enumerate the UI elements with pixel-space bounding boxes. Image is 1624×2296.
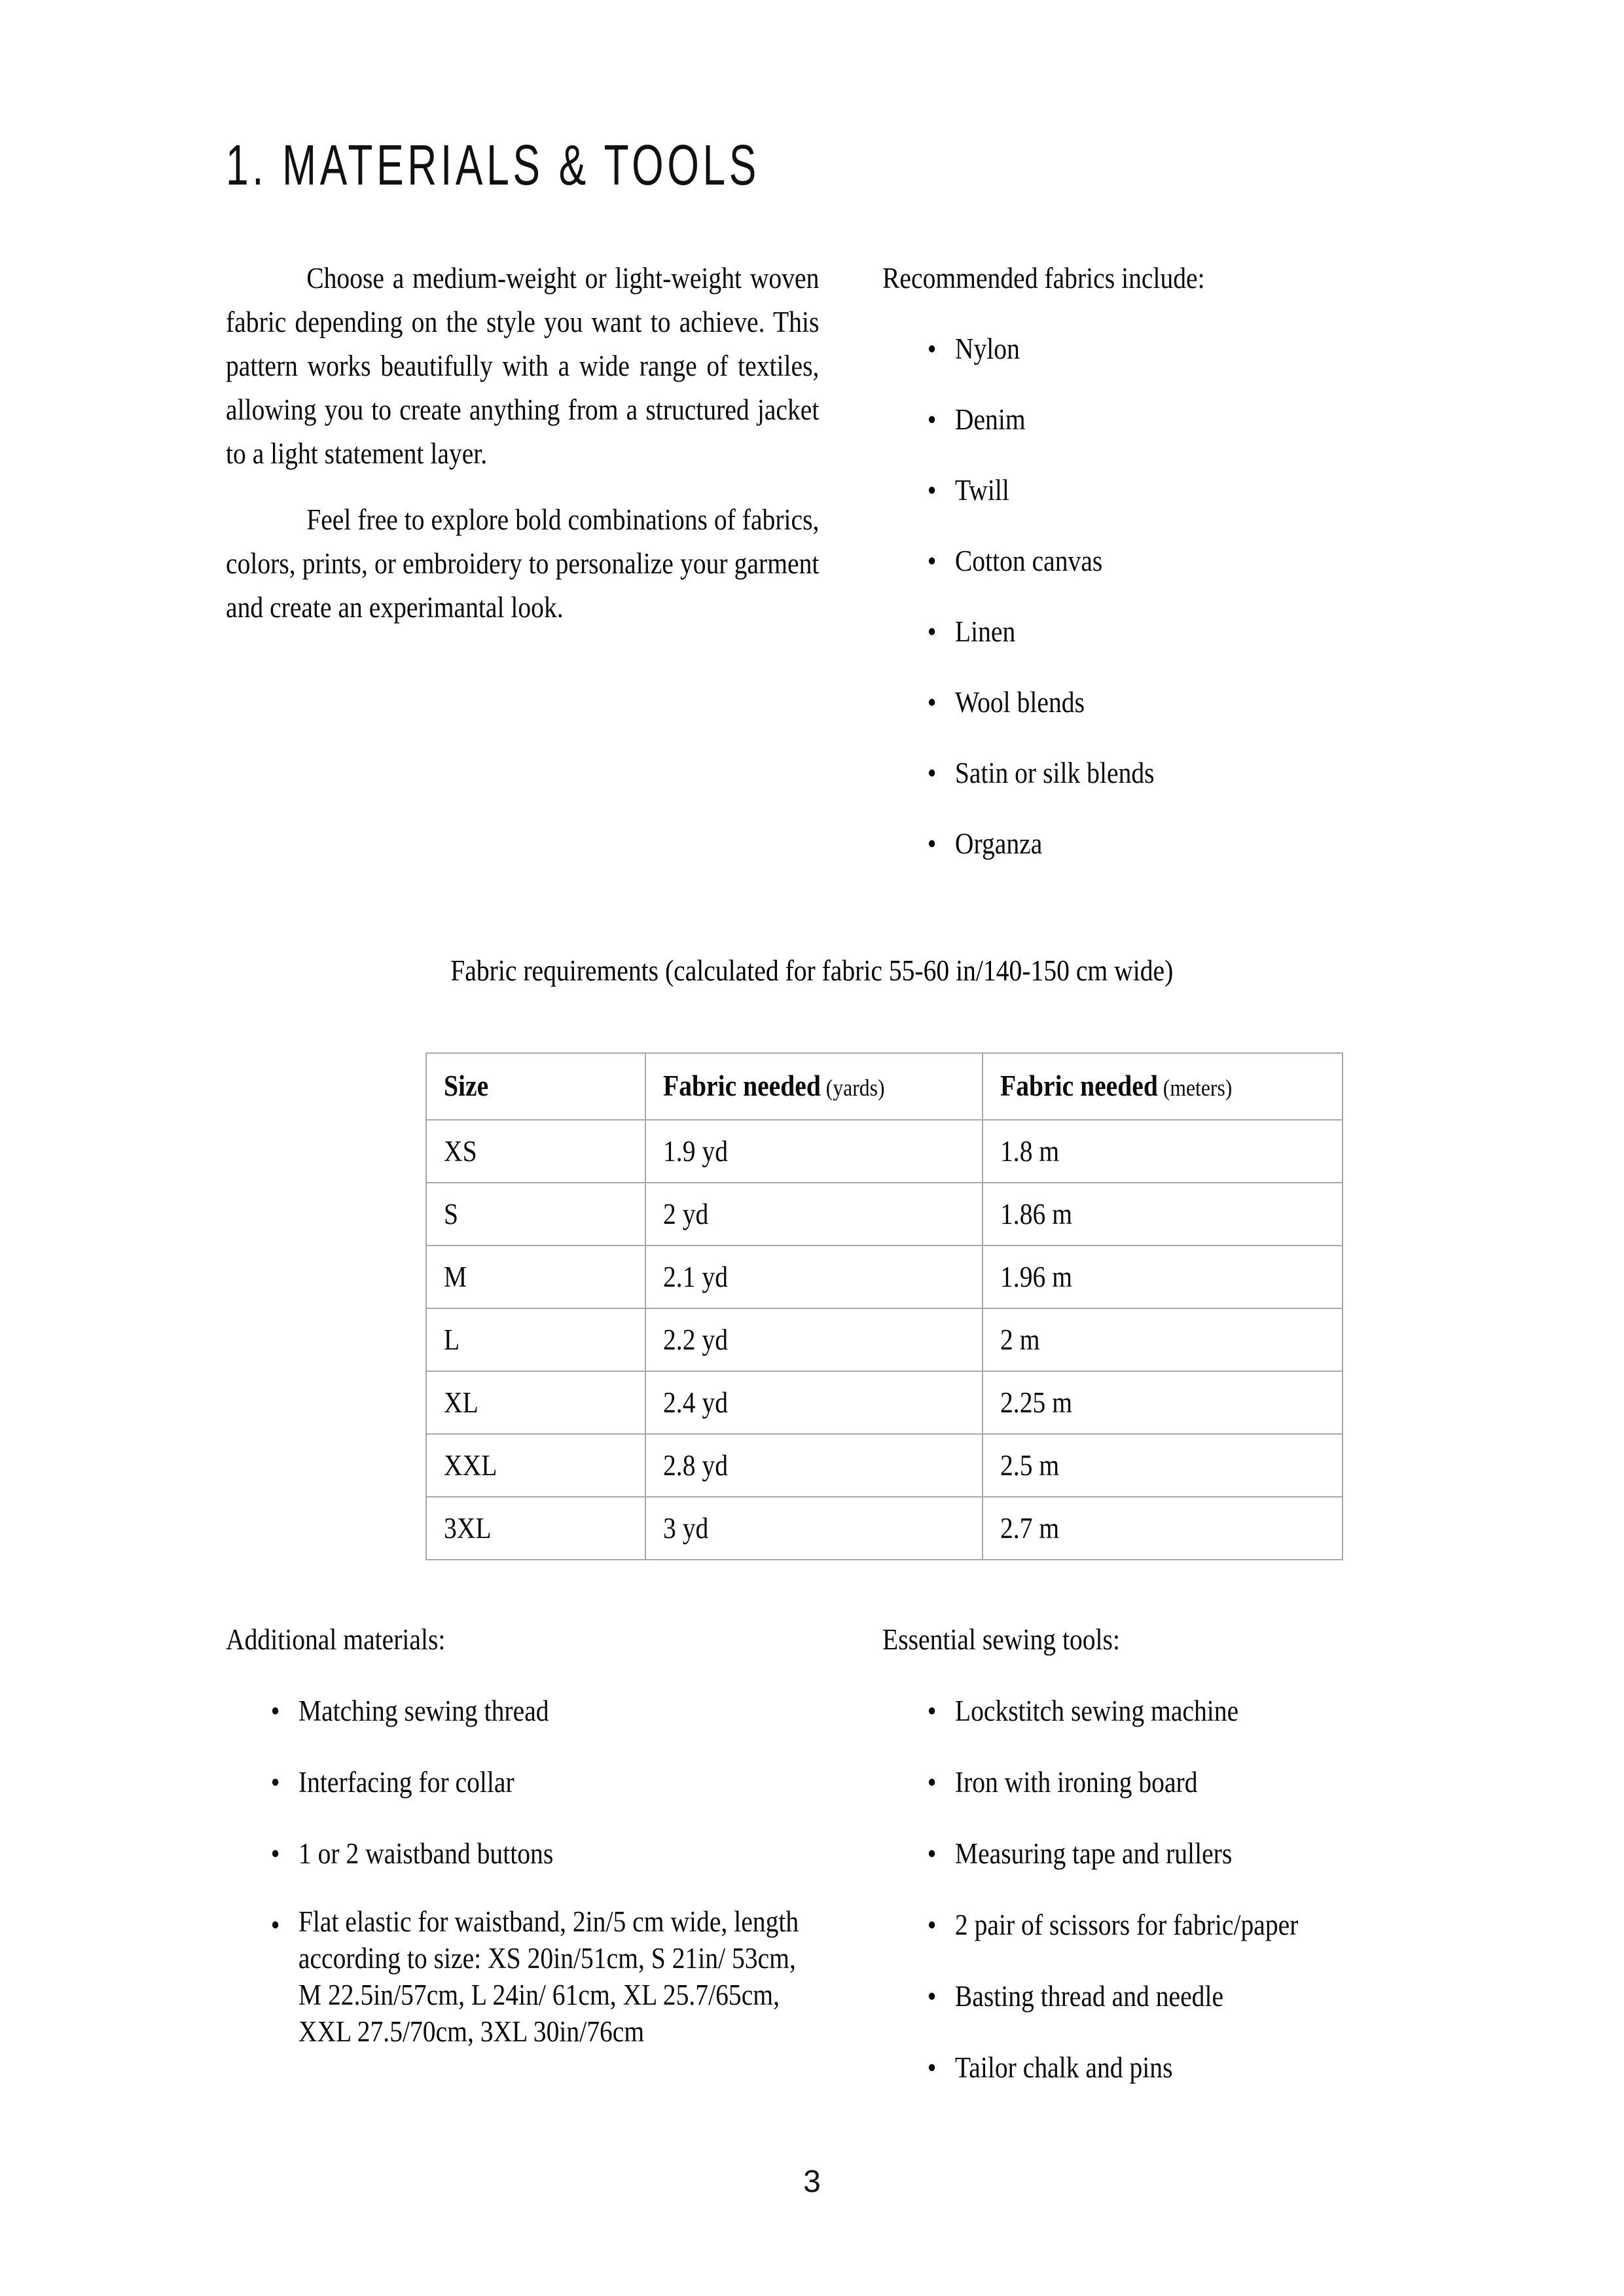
bullet-icon: •	[927, 1909, 937, 1941]
recommended-fabrics-column	[882, 257, 1458, 866]
column-header-meters	[983, 1053, 1343, 1120]
cell-yards	[645, 1308, 983, 1371]
bullet-icon: •	[927, 1837, 937, 1870]
list-item-label: Denim	[954, 403, 1026, 436]
list-item	[882, 822, 1458, 866]
column-header-main: Fabric needed	[663, 1069, 821, 1102]
list-item-label: Twill	[954, 474, 1009, 507]
list-item	[882, 539, 1458, 583]
cell-value: 2 yd	[663, 1198, 709, 1230]
cell-value: 2.7 m	[1000, 1512, 1060, 1545]
cell-value: 3XL	[444, 1512, 492, 1545]
column-header-main: Fabric needed	[1000, 1069, 1158, 1102]
cell-meters	[983, 1246, 1343, 1308]
cell-value: 2.8 yd	[663, 1449, 728, 1482]
cell-meters	[983, 1497, 1343, 1560]
cell-size	[426, 1434, 645, 1497]
cell-yards	[645, 1120, 983, 1183]
cell-value: 2 m	[1000, 1323, 1040, 1356]
table-row	[426, 1246, 1343, 1308]
bullet-icon: •	[270, 1766, 280, 1799]
list-item-label: Organza	[954, 827, 1043, 860]
bullet-icon: •	[927, 403, 937, 436]
bullet-icon: •	[927, 332, 937, 365]
cell-yards	[645, 1371, 983, 1434]
list-item-label: Flat elastic for waistband, 2in/5 cm wide, length according to size: XS 20in/51cm, S 21in/ 53cm, M 22.5in/57cm, L 24in/ 61cm, XL 25.7/65cm, XXL 27.5/70cm, 3XL 30in/76cm	[298, 1905, 799, 2048]
cell-value: 2.25 m	[1000, 1386, 1073, 1419]
sewing-tools-column	[882, 1618, 1464, 2090]
table-header-row	[426, 1053, 1343, 1120]
bullet-icon: •	[927, 757, 937, 789]
list-item	[882, 1689, 1464, 1733]
bullet-icon: •	[927, 1695, 937, 1727]
cell-value: XL	[444, 1386, 478, 1419]
list-item-label: Cotton canvas	[954, 545, 1103, 577]
recommended-fabrics-list	[882, 327, 1458, 866]
additional-materials-column	[226, 1618, 802, 2050]
list-item-label: Matching sewing thread	[298, 1695, 549, 1727]
list-item-label: Measuring tape and rullers	[954, 1837, 1233, 1870]
cell-value: 1.96 m	[1000, 1261, 1073, 1293]
cell-value: L	[444, 1323, 460, 1356]
cell-yards	[645, 1183, 983, 1246]
bullet-icon: •	[270, 1695, 280, 1727]
recommended-fabrics-heading: Recommended fabrics include:	[882, 262, 1205, 295]
list-item	[226, 1689, 802, 1733]
list-item	[226, 1761, 802, 1804]
cell-value: 2.2 yd	[663, 1323, 728, 1356]
cell-value: 2.4 yd	[663, 1386, 728, 1419]
list-item-label: 1 or 2 waistband buttons	[298, 1837, 554, 1870]
list-item-label: Basting thread and needle	[954, 1980, 1224, 2013]
cell-value: 1.8 m	[1000, 1135, 1060, 1168]
cell-value: S	[444, 1198, 459, 1230]
sewing-tools-list	[882, 1689, 1464, 2090]
list-item	[226, 1903, 802, 2050]
fabric-table-caption	[0, 950, 1624, 991]
bullet-icon: •	[927, 1766, 937, 1799]
intro-paragraph-1: Choose a medium-weight or light-weight woven fabric depending on the style you want to achieve. This pattern works beautifully with a wide range of textiles, allowing you to create anything from a structured jacket to a light statement layer.	[226, 262, 820, 470]
bullet-icon: •	[927, 474, 937, 507]
list-item-label: Linen	[954, 615, 1016, 648]
column-header-yards	[645, 1053, 983, 1120]
bullet-icon: •	[927, 545, 937, 577]
additional-materials-list	[226, 1689, 802, 2050]
cell-size	[426, 1371, 645, 1434]
bullet-icon: •	[927, 827, 937, 860]
list-item-label: Wool blends	[954, 686, 1085, 719]
fabric-table-caption-text: Fabric requirements (calculated for fabric 55-60 in/140-150 cm wide)	[450, 954, 1174, 987]
cell-size	[426, 1308, 645, 1371]
bullet-icon: •	[270, 1909, 280, 1941]
bullet-icon: •	[927, 615, 937, 648]
list-item-label: Iron with ironing board	[954, 1766, 1198, 1799]
cell-meters	[983, 1120, 1343, 1183]
list-item-label: Satin or silk blends	[954, 757, 1155, 789]
cell-value: 1.9 yd	[663, 1135, 728, 1168]
sewing-tools-heading: Essential sewing tools:	[882, 1623, 1120, 1656]
intro-paragraph-column	[226, 257, 819, 630]
cell-meters	[983, 1434, 1343, 1497]
list-item	[882, 1903, 1464, 1947]
table-row	[426, 1120, 1343, 1183]
cell-value: 1.86 m	[1000, 1198, 1073, 1230]
cell-meters	[983, 1371, 1343, 1434]
list-item	[882, 1761, 1464, 1804]
table-row	[426, 1183, 1343, 1246]
page-number: 3	[803, 2164, 821, 2199]
column-header-size	[426, 1053, 645, 1120]
list-item-label: Tailor chalk and pins	[954, 2051, 1173, 2084]
cell-yards	[645, 1246, 983, 1308]
column-header-unit: (yards)	[820, 1074, 885, 1101]
intro-paragraph-2: Feel free to explore bold combinations of fabrics, colors, prints, or embroidery to personalize your garment and create an experimantal look.	[226, 503, 820, 624]
column-header-unit: (meters)	[1157, 1074, 1233, 1101]
column-header-main: Size	[444, 1069, 489, 1102]
list-item-label: Lockstitch sewing machine	[954, 1695, 1239, 1727]
list-item-label: Nylon	[954, 332, 1020, 365]
list-item	[226, 1832, 802, 1876]
cell-value: 2.1 yd	[663, 1261, 728, 1293]
list-item-label: 2 pair of scissors for fabric/paper	[954, 1909, 1299, 1941]
fabric-requirements-table	[425, 1052, 1342, 1560]
bullet-icon: •	[927, 686, 937, 719]
cell-size	[426, 1120, 645, 1183]
table-row	[426, 1434, 1343, 1497]
list-item	[882, 681, 1458, 725]
cell-size	[426, 1246, 645, 1308]
additional-materials-heading: Additional materials:	[226, 1623, 446, 1656]
cell-value: M	[444, 1261, 467, 1293]
list-item	[882, 1975, 1464, 2018]
list-item	[882, 1832, 1464, 1876]
cell-meters	[983, 1308, 1343, 1371]
list-item	[882, 469, 1458, 512]
cell-meters	[983, 1183, 1343, 1246]
table-row	[426, 1371, 1343, 1434]
list-item	[882, 751, 1458, 795]
table-row	[426, 1497, 1343, 1560]
list-item	[882, 610, 1458, 654]
bullet-icon: •	[270, 1837, 280, 1870]
list-item	[882, 2046, 1464, 2090]
cell-yards	[645, 1434, 983, 1497]
list-item-label: Interfacing for collar	[298, 1766, 514, 1799]
cell-value: XS	[444, 1135, 477, 1168]
list-item	[882, 398, 1458, 442]
cell-value: 3 yd	[663, 1512, 709, 1545]
cell-value: 2.5 m	[1000, 1449, 1060, 1482]
bullet-icon: •	[927, 1980, 937, 2013]
bullet-icon: •	[927, 2051, 937, 2084]
list-item	[882, 327, 1458, 371]
page-title: 1. MATERIALS & TOOLS	[226, 132, 760, 197]
cell-yards	[645, 1497, 983, 1560]
cell-value: XXL	[444, 1449, 497, 1482]
cell-size	[426, 1183, 645, 1246]
table-row	[426, 1308, 1343, 1371]
cell-size	[426, 1497, 645, 1560]
